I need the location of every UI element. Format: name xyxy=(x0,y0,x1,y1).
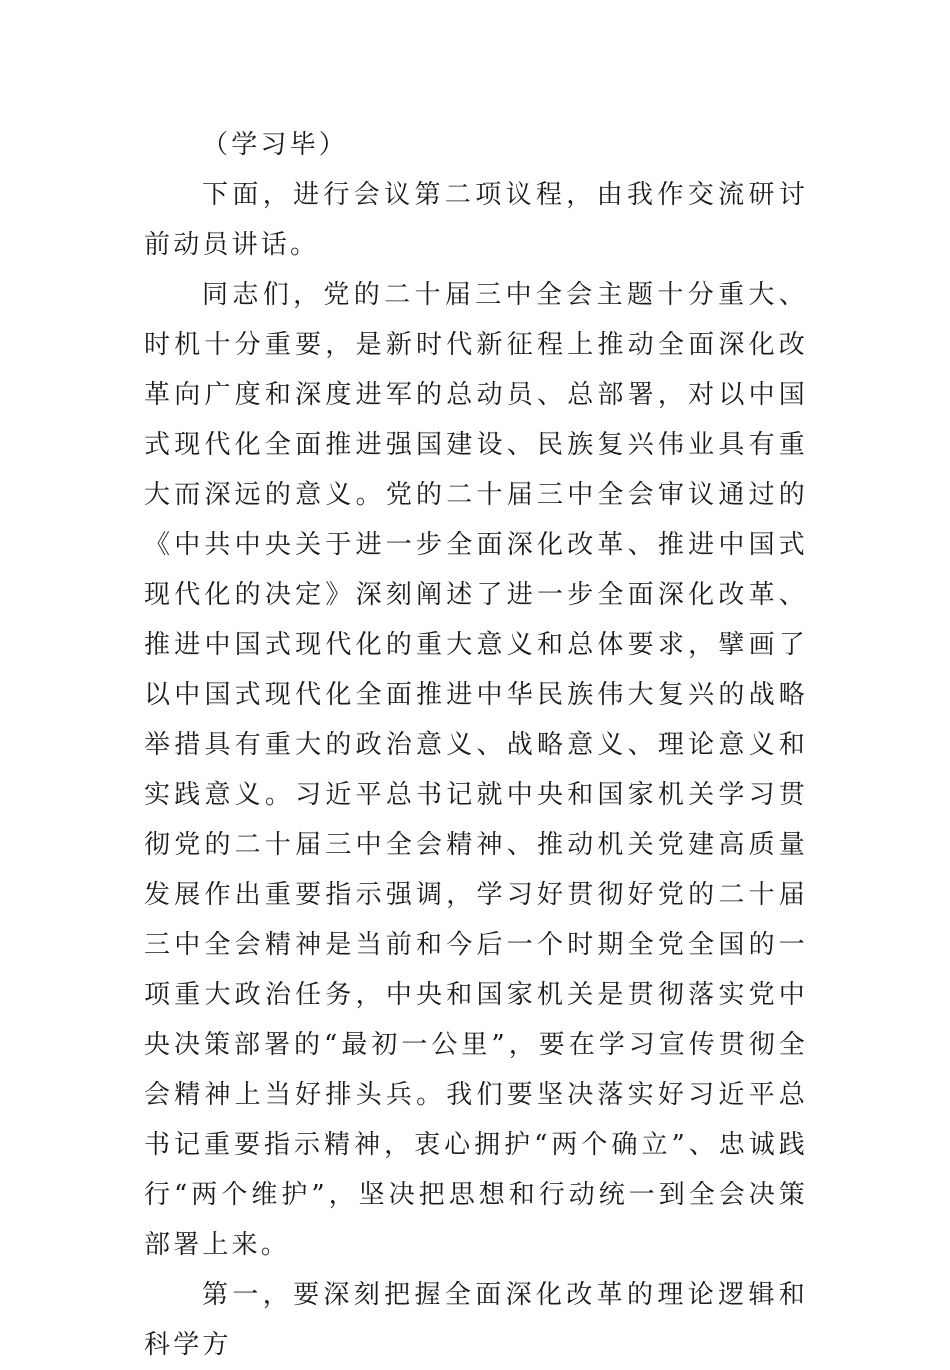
study-complete-note: （学习毕） xyxy=(202,130,349,160)
paragraph-plenary-significance: 同志们，党的二十届三中全会主题十分重大、时机十分重要，是新时代新征程上推动全面深化改革向广度和深度进军的总动员、总部署，对以中国式现代化全面推进强国建设、民族复兴伟业具有重大而深远的意义。党的二十届三中全会审议通过的《中共中央关于进一步全面深化改革、推进中国式现代化的决定》深刻阐述了进一步全面深化改革、推进中国式现代化的重大意义和总体要求，擘画了以中国式现代化全面推进中华民族伟大复兴的战略举措具有重大的政治意义、战略意义、理论意义和实践意义。习近平总书记就中央和国家机关学习贯彻党的二十届三中全会精神、推动机关党建高质量发展作出重要指示强调，学习好贯彻好党的二十届三中全会精神是当前和今后一个时期全党全国的一项重大政治任务，中央和国家机关是贯彻落实党中央决策部署的“最初一公里”，要在学习宣传贯彻全会精神上当好排头兵。我们要坚决落实好习近平总书记重要指示精神，衷心拥护“两个确立”、忠诚践行“两个维护”，坚决把思想和行动统一到全会决策部署上来。 xyxy=(144,280,808,1260)
paragraph-agenda: 下面，进行会议第二项议程，由我作交流研讨前动员讲话。 xyxy=(144,180,808,260)
document-body xyxy=(144,120,808,1370)
paragraph-first-point: 第一，要深刻把握全面深化改革的理论逻辑和科学方 xyxy=(144,1280,808,1360)
